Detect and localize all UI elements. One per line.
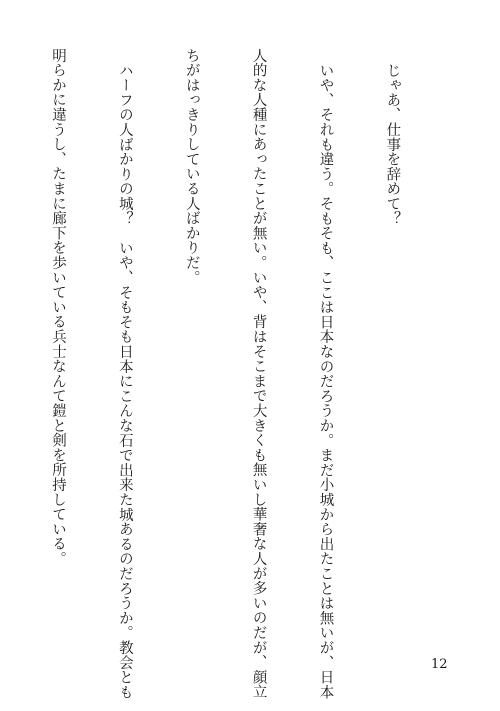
page-number: 12 — [431, 657, 448, 672]
text-line: いや、それも違う。そもそも、ここは日本なのだろうか。まだ小城から出たことは無いが、日本 — [317, 62, 334, 699]
text-line: ちがはっきりしている人ばかりだ。 — [183, 48, 200, 285]
text-line: ハーフの人ばかりの城？ いや、そもそも日本にこんな石で出来た城あるのだろうか。教会とも — [116, 62, 133, 699]
text-line: 人的な人種にあったことが無い。いや、背はそこまで大きくも無いし華奢な人が多いのだが、顔立 — [250, 48, 267, 700]
text-line: 明らかに違うし、たまに廊下を歩いている兵士なんて鎧と剣を所持している。 — [49, 48, 66, 566]
text-line — [0, 48, 2, 628]
text-line: じゃあ、仕事を辞めて？ — [384, 62, 401, 226]
